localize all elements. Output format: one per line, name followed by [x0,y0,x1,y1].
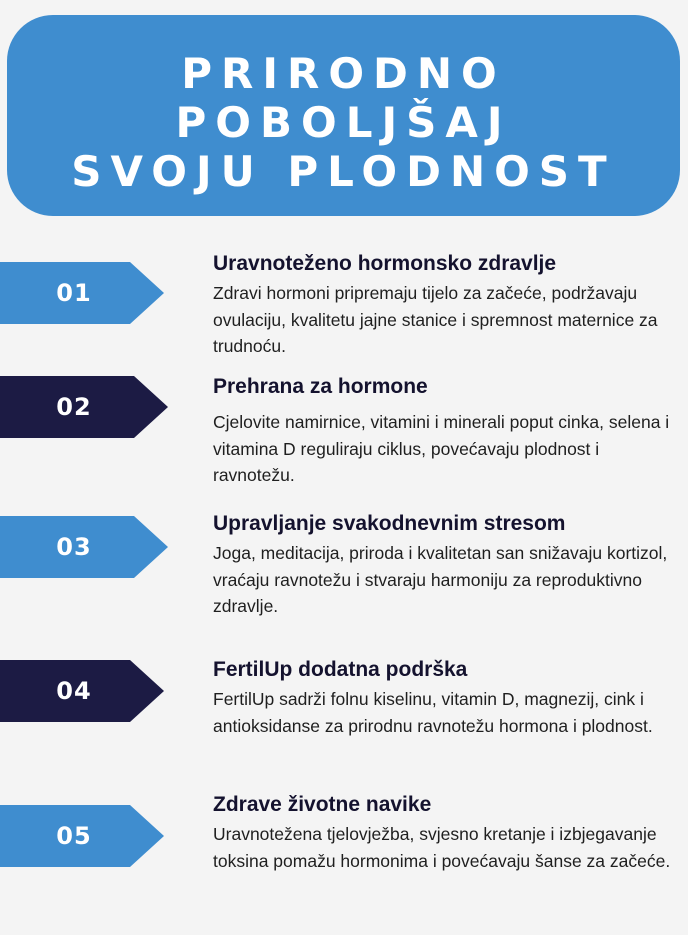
step-02 [0,376,688,506]
step-03 [0,512,688,646]
title-banner [7,15,680,216]
step-content [213,250,683,360]
step-number: 05 [56,822,92,850]
step-heading: Uravnoteženo hormonsko zdravlje [213,252,557,275]
step-number: 01 [56,279,92,307]
step-body: Cjelovite namirnice, vitamini i minerali poput cinka, selena i vitamina D reguliraju ciklus, povećavaju plodnost i ravnotežu. [213,412,670,485]
step-body: Zdravi hormoni pripremaju tijelo za začeće, podržavaju ovulaciju, kvalitetu jajne stanice i spremnost maternice za trudnoću. [213,283,658,356]
step-body: Uravnotežena tjelovježba, svjesno kretanje i izbjegavanje toksina pomažu hormonima i povećavaju šanse za začeće. [213,824,671,871]
step-number: 02 [56,393,92,421]
title-line-1: PRIRODNO [181,49,506,98]
step-heading: FertilUp dodatna podrška [213,658,468,681]
step-04 [0,660,688,790]
step-heading: Zdrave životne navike [213,793,432,816]
title-line-3: SVOJU PLODNOST [71,147,616,196]
step-body: FertilUp sadrži folnu kiselinu, vitamin D, magnezij, cink i antioksidanse za prirodnu ravnotežu hormona i plodnost. [213,689,653,736]
step-number: 03 [56,533,92,561]
step-content [213,791,683,874]
step-content [213,656,683,739]
step-body: Joga, meditacija, priroda i kvalitetan san snižavaju kortizol, vraćaju ravnotežu i stvaraju harmoniju za reproduktivno zdravlje. [213,543,668,616]
step-heading: Upravljanje svakodnevnim stresom [213,512,566,535]
step-number: 04 [56,677,92,705]
step-content [213,373,683,489]
step-heading: Prehrana za hormone [213,375,428,398]
step-content [213,510,683,620]
step-05 [0,793,688,935]
title-line-2: POBOLJŠAJ [175,98,512,147]
